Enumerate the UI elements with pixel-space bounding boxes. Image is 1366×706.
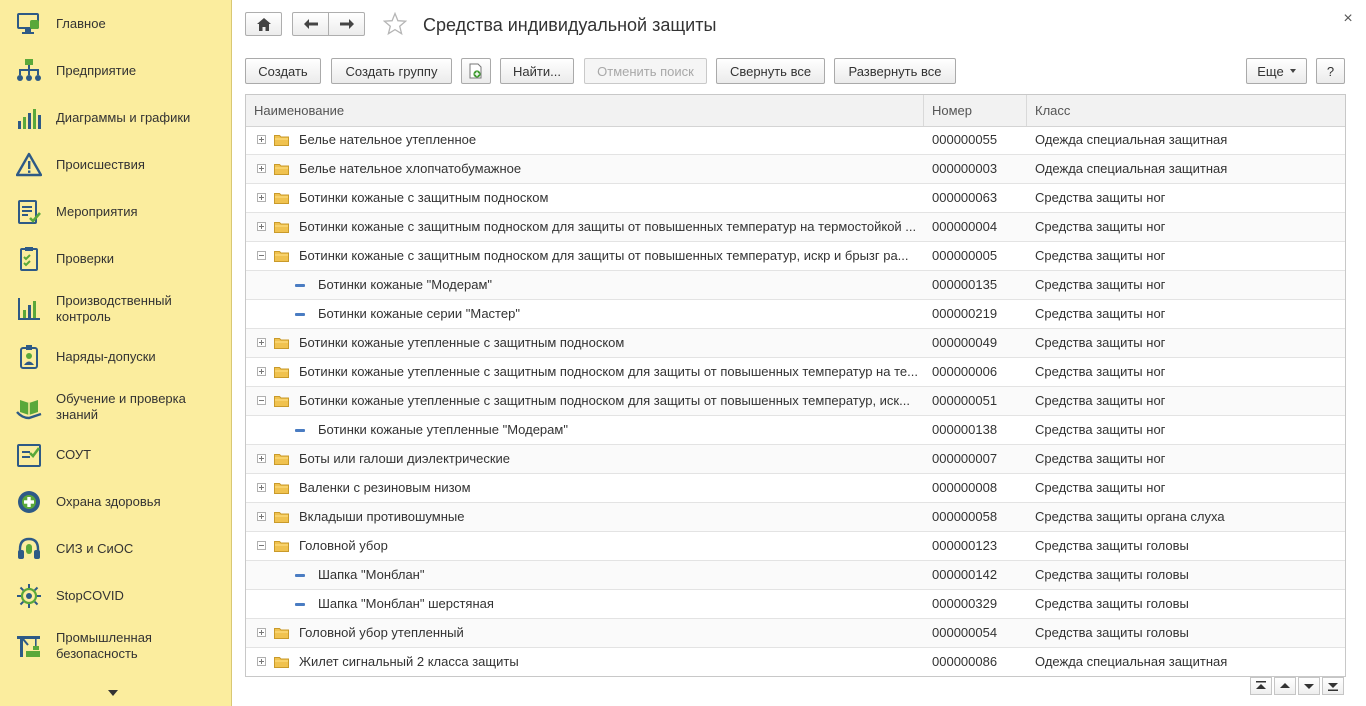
more-menu-button[interactable] [1246,58,1307,84]
item-icon [295,429,305,432]
page-title: Средства индивидуальной защиты [423,15,717,35]
scroll-bottom-button[interactable] [1322,677,1344,695]
production-chart-icon [16,296,42,322]
cell-class: Средства защиты ног [1035,422,1166,437]
expand-icon[interactable] [257,222,266,231]
cell-class: Средства защиты ног [1035,393,1166,408]
cell-name: Белье нательное хлопчатобумажное [299,161,522,176]
cancel-search-button[interactable]: Отменить поиск [584,58,707,84]
more-menu-label: Еще [1257,63,1284,79]
folder-icon [274,192,289,204]
item-icon [295,313,305,316]
expand-icon[interactable] [257,135,266,144]
cell-class: Средства защиты ног [1035,277,1166,292]
arrow-left-icon [304,19,318,29]
item-icon [295,603,305,606]
find-button[interactable]: Найти... [500,58,574,84]
cell-number: 000000086 [932,654,998,669]
cell-name: Головной убор [299,538,388,553]
collapse-icon[interactable] [257,251,266,260]
folder-icon [274,453,289,465]
table-row[interactable] [246,561,1345,590]
sidebar-item-activities[interactable] [0,198,231,226]
cell-number: 000000008 [932,480,998,495]
cell-name: Вкладыши противошумные [299,509,465,524]
expand-all-button[interactable]: Развернуть все [834,58,956,84]
cell-number: 000000003 [932,161,998,176]
sidebar-item-enterprise[interactable] [0,57,231,85]
folder-icon [274,250,289,262]
home-monitor-icon [16,11,42,37]
sidebar-item-stopcovid[interactable] [0,582,231,610]
cell-number: 000000329 [932,596,998,611]
expand-icon[interactable] [257,628,266,637]
checklist-icon [16,199,42,225]
table-row[interactable] [246,590,1345,619]
virus-icon [16,583,42,609]
clipboard-icon [16,246,42,272]
column-header-name[interactable]: Наименование [246,95,924,126]
help-button[interactable]: ? [1316,58,1345,84]
cell-name: Ботинки кожаные с защитным подноском для защиты от повышенных температур, искр и брызг ра... [299,248,909,263]
training-book-icon [16,394,42,420]
table-row-group[interactable] [246,503,1345,532]
cell-name: Ботинки кожаные утепленные с защитным подноском [299,335,625,350]
sidebar-item-industrial-safety[interactable] [0,629,231,663]
table-row-group[interactable] [246,619,1345,648]
folder-icon [274,511,289,523]
sidebar-item-label: Наряды-допуски [56,349,156,364]
sidebar-item-label: Мероприятия [56,204,138,219]
back-button[interactable] [292,12,329,36]
collapse-icon[interactable] [257,396,266,405]
sidebar-item-ppe[interactable] [0,535,231,563]
sidebar-item-label: Производственный контроль [56,293,172,324]
cell-number: 000000135 [932,277,998,292]
cell-number: 000000006 [932,364,998,379]
scroll-down-button[interactable] [1298,677,1320,695]
cell-name: Ботинки кожаные с защитным подноском для защиты от повышенных температур на термостойкой ... [299,219,917,234]
headphones-icon [16,536,42,562]
scroll-down-icon[interactable] [108,690,118,696]
cell-number: 000000005 [932,248,998,263]
cell-number: 000000055 [932,132,998,147]
collapse-all-button[interactable]: Свернуть все [716,58,825,84]
table-row-group[interactable] [246,445,1345,474]
folder-icon [274,337,289,349]
sidebar-item-main[interactable] [0,10,231,38]
table-row[interactable] [246,416,1345,445]
column-header-number[interactable]: Номер [924,95,1027,126]
scroll-bottom-icon [1323,678,1343,694]
cell-name: Ботинки кожаные серии "Мастер" [318,306,520,321]
cell-class: Средства защиты ног [1035,306,1166,321]
table-row-group[interactable] [246,126,1345,155]
expand-icon[interactable] [257,512,266,521]
folder-icon [274,627,289,639]
expand-icon[interactable] [257,367,266,376]
cell-class: Одежда специальная защитная [1035,654,1228,669]
table-row-group[interactable] [246,184,1345,213]
industrial-crane-icon [16,633,42,659]
sout-check-icon [16,442,42,468]
health-cross-icon [16,489,42,515]
dropdown-arrow-icon [1290,69,1296,73]
cell-number: 000000051 [932,393,998,408]
cell-class: Одежда специальная защитная [1035,132,1228,147]
sidebar [0,0,232,706]
cell-class: Средства защиты органа слуха [1035,509,1225,524]
folder-icon [274,656,289,668]
sidebar-item-label: Проверки [56,251,114,266]
sidebar-item-incidents[interactable] [0,151,231,179]
sidebar-item-label: Промышленная безопасность [56,630,152,661]
folder-icon [274,366,289,378]
cell-class: Одежда специальная защитная [1035,161,1228,176]
scroll-top-button[interactable] [1250,677,1272,695]
table-row-group[interactable] [246,358,1345,387]
table-header [246,95,1345,127]
expand-icon[interactable] [257,338,266,347]
cell-name: Ботинки кожаные утепленные с защитным подноском для защиты от повышенных температур, иск... [299,393,910,408]
cell-number: 000000007 [932,451,998,466]
scroll-top-icon [1251,678,1271,694]
cell-name: Жилет сигнальный 2 класса защиты [299,654,519,669]
table-row[interactable] [246,300,1345,329]
cell-name: Ботинки кожаные утепленные с защитным подноском для защиты от повышенных температур на те... [299,364,918,379]
table-row[interactable] [246,271,1345,300]
sidebar-item-label: Предприятие [56,63,137,78]
cell-class: Средства защиты головы [1035,567,1189,582]
org-structure-icon [16,58,42,84]
cell-number: 000000138 [932,422,998,437]
table-row-group[interactable] [246,474,1345,503]
folder-icon [274,395,289,407]
cell-class: Средства защиты ног [1035,190,1166,205]
sidebar-item-inspections[interactable] [0,245,231,273]
cell-class: Средства защиты ног [1035,364,1166,379]
catalog-table[interactable] [245,94,1346,677]
sidebar-item-label: СОУТ [56,447,92,462]
cell-number: 000000123 [932,538,998,553]
sidebar-item-work-permits[interactable] [0,343,231,371]
scroll-up-icon [1275,678,1295,694]
cell-name: Шапка "Монблан" [318,567,425,582]
expand-icon[interactable] [257,193,266,202]
sidebar-item-health[interactable] [0,488,231,516]
home-button[interactable] [245,12,282,36]
table-row-group[interactable] [246,329,1345,358]
cell-name: Ботинки кожаные с защитным подноском [299,190,549,205]
table-row-group[interactable] [246,213,1345,242]
create-button[interactable]: Создать [245,58,321,84]
cell-name: Шапка "Монблан" шерстяная [318,596,494,611]
bar-chart-icon [16,105,42,131]
cell-class: Средства защиты головы [1035,538,1189,553]
table-body [246,126,1345,676]
copy-add-icon [469,63,483,79]
cell-name: Головной убор утепленный [299,625,464,640]
table-row-group[interactable] [246,648,1345,677]
cell-class: Средства защиты ног [1035,335,1166,350]
table-row-group[interactable] [246,242,1345,271]
sidebar-item-label: Происшествия [56,157,145,172]
table-row-group[interactable] [246,532,1345,561]
sidebar-item-sout[interactable] [0,441,231,469]
folder-icon [274,134,289,146]
sidebar-item-label: СИЗ и СиОС [56,541,134,556]
expand-icon[interactable] [257,657,266,666]
folder-icon [274,540,289,552]
cell-class: Средства защиты головы [1035,625,1189,640]
sidebar-item-label: Обучение и проверка знаний [56,391,186,422]
sidebar-item-training[interactable] [0,390,231,424]
item-icon [295,574,305,577]
cell-name: Валенки с резиновым низом [299,480,471,495]
cell-number: 000000054 [932,625,998,640]
folder-icon [274,221,289,233]
cell-number: 000000058 [932,509,998,524]
cell-number: 000000004 [932,219,998,234]
folder-icon [274,163,289,175]
close-icon[interactable]: × [1343,10,1353,27]
expand-icon[interactable] [257,164,266,173]
item-icon [295,284,305,287]
expand-icon[interactable] [257,454,266,463]
expand-icon[interactable] [257,483,266,492]
favorite-star-icon[interactable] [383,12,407,36]
sidebar-item-label: Охрана здоровья [56,494,161,509]
sidebar-item-charts[interactable] [0,104,231,132]
scroll-down-icon [1299,678,1319,694]
cell-class: Средства защиты ног [1035,451,1166,466]
folder-icon [274,482,289,494]
cell-class: Средства защиты ног [1035,480,1166,495]
forward-button[interactable] [328,12,365,36]
create-group-button[interactable]: Создать группу [331,58,452,84]
sidebar-item-label: Диаграммы и графики [56,110,191,125]
cell-name: Ботинки кожаные утепленные "Модерам" [318,422,568,437]
cell-number: 000000063 [932,190,998,205]
collapse-icon[interactable] [257,541,266,550]
sidebar-item-production-control[interactable] [0,292,231,326]
cell-name: Боты или галоши диэлектрические [299,451,511,466]
arrow-right-icon [340,19,354,29]
home-icon [257,18,271,31]
worker-pass-icon [16,344,42,370]
cell-name: Ботинки кожаные "Модерам" [318,277,493,292]
cell-number: 000000142 [932,567,998,582]
cell-class: Средства защиты ног [1035,248,1166,263]
cell-name: Белье нательное утепленное [299,132,477,147]
cell-class: Средства защиты головы [1035,596,1189,611]
cell-number: 000000049 [932,335,998,350]
cell-number: 000000219 [932,306,998,321]
sidebar-item-label: Главное [56,16,106,31]
column-header-class[interactable]: Класс [1035,103,1071,118]
table-row-group[interactable] [246,387,1345,416]
scroll-up-button[interactable] [1274,677,1296,695]
warning-icon [16,152,42,178]
table-row-group[interactable] [246,155,1345,184]
cell-class: Средства защиты ног [1035,219,1166,234]
sidebar-item-label: StopCOVID [56,588,124,603]
copy-button[interactable] [461,58,491,84]
